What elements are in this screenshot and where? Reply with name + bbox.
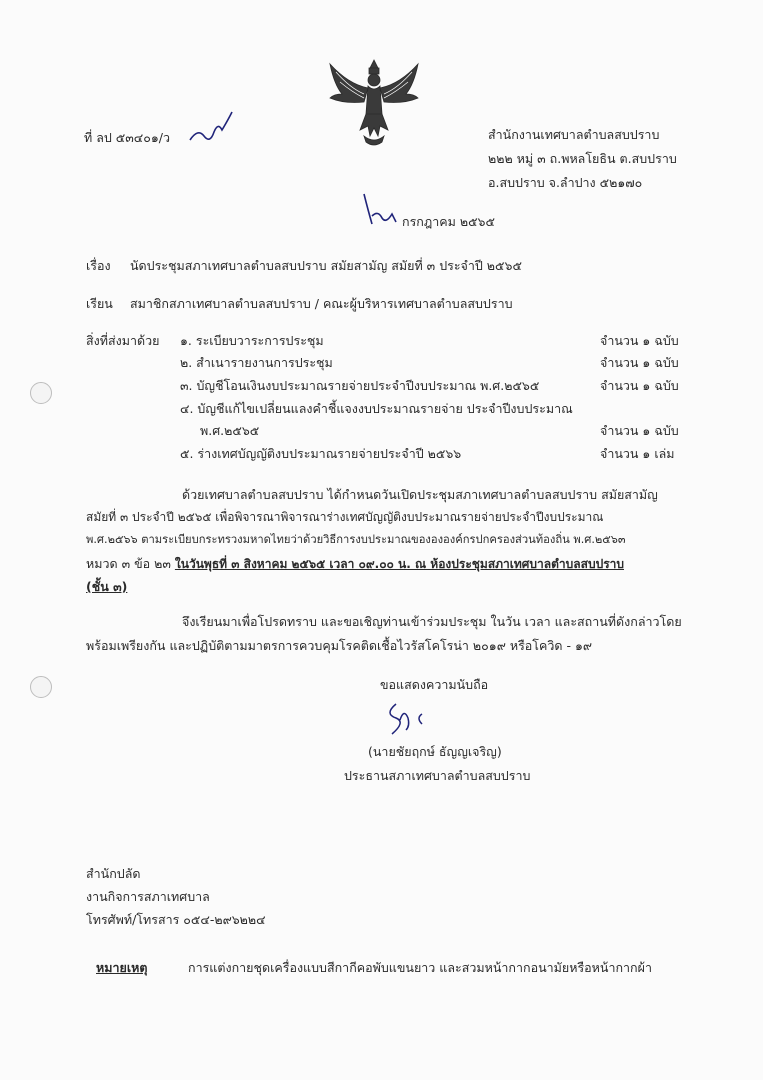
signature-icon	[380, 700, 440, 740]
enclosure-item: ๔. บัญชีแก้ไขเปลี่ยนแลงคำชี้แจงงบประมาณรายจ่าย ประจำปีงบประมาณ	[180, 401, 573, 416]
footer-division: งานกิจการสภาเทศบาล	[86, 889, 210, 904]
enclosure-qty: จำนวน ๑ ฉบับ	[600, 378, 679, 393]
body-paragraph-line: พร้อมเพรียงกัน และปฏิบัติตามมาตรการควบคุมโรคติดเชื้อไวรัสโคโรน่า ๒๐๑๙ หรือโควิด - ๑๙	[86, 638, 593, 653]
recipient-label: เรียน	[86, 296, 113, 311]
subject-text: นัดประชุมสภาเทศบาลตำบลสบปราบ สมัยสามัญ สมัยที่ ๓ ประจำปี ๒๕๖๕	[130, 258, 522, 273]
enclosure-item: ๓. บัญชีโอนเงินงบประมาณรายจ่ายประจำปีงบประมาณ พ.ศ.๒๕๖๕	[180, 378, 540, 393]
enclosure-item: ๕. ร่างเทศบัญญัติงบประมาณรายจ่ายประจำปี ๒๕๖๖	[180, 446, 462, 461]
enclosure-item: ๑. ระเบียบวาระการประชุม	[180, 333, 324, 348]
handwritten-number-icon	[188, 110, 234, 150]
enclosure-qty: จำนวน ๑ ฉบับ	[600, 355, 679, 370]
body-paragraph-line: จึงเรียนมาเพื่อโปรดทราบ และขอเชิญท่านเข้าร่วมประชุม ในวัน เวลา และสถานที่ดังกล่าวโดย	[182, 614, 682, 629]
footer-phone: โทรศัพท์/โทรสาร ๐๕๔-๒๙๖๒๒๔	[86, 912, 266, 927]
enclosure-qty: จำนวน ๑ ฉบับ	[600, 423, 679, 438]
enclosure-item: ๒. สำเนารายงานการประชุม	[180, 355, 333, 370]
meeting-floor: (ชั้น ๓)	[86, 579, 128, 594]
note-label: หมายเหตุ	[96, 960, 148, 975]
note-text: การแต่งกายชุดเครื่องแบบสีกากีคอพับแขนยาว และสวมหน้ากากอนามัยหรือหน้ากากผ้า	[188, 960, 652, 975]
body-paragraph-line: ด้วยเทศบาลตำบลสบปราบ ได้กำหนดวันเปิดประชุมสภาเทศบาลตำบลสบปราบ สมัยสามัญ	[182, 487, 658, 502]
enclosure-item-continued: พ.ศ.๒๕๖๕	[200, 423, 260, 438]
reference-number: ที่ ลป ๕๓๔๐๑/ว	[84, 130, 171, 145]
recipient-text: สมาชิกสภาเทศบาลตำบลสบปราบ / คณะผู้บริหารเทศบาลตำบลสบปราบ	[130, 296, 513, 311]
punch-hole	[30, 382, 52, 404]
document-date: กรกฎาคม ๒๕๖๕	[402, 214, 495, 229]
signer-title: ประธานสภาเทศบาลตำบลสบปราบ	[344, 768, 531, 783]
meeting-datetime-venue: ในวันพุธที่ ๓ สิงหาคม ๒๕๖๕ เวลา ๐๙.๐๐ น. ณ ห้องประชุมสภาเทศบาลตำบลสบปราบ	[174, 557, 624, 571]
footer-office: สำนักปลัด	[86, 866, 141, 881]
agency-name: สำนักงานเทศบาลตำบลสบปราบ	[488, 127, 660, 142]
regulation-section: หมวด ๓ ข้อ ๒๓	[86, 556, 171, 571]
handwritten-day-icon	[360, 192, 400, 228]
punch-hole	[30, 676, 52, 698]
body-paragraph-line: พ.ศ.๒๕๖๖ ตามระเบียบกระทรวงมหาดไทยว่าด้วยวิธีการงบประมาณของององค์กรปกครองส่วนท้องถิ่น พ.ศ.๒๕๖๓	[86, 533, 626, 546]
subject-label: เรื่อง	[86, 258, 111, 273]
agency-address-line1: ๒๒๒ หมู่ ๓ ถ.พหลโยธิน ต.สบปราบ	[488, 151, 677, 166]
body-paragraph-line	[86, 556, 624, 571]
signer-name: (นายชัยฤกษ์ ธัญญเจริญ)	[368, 744, 502, 759]
body-paragraph-line: สมัยที่ ๓ ประจำปี ๒๕๖๕ เพื่อพิจารณาพิจารณาร่างเทศบัญญัติงบประมาณรายจ่ายประจำปีงบประมาณ	[86, 510, 604, 524]
agency-address-line2: อ.สบปราบ จ.ลำปาง ๕๒๑๗๐	[488, 175, 643, 190]
enclosure-qty: จำนวน ๑ เล่ม	[600, 446, 675, 461]
garuda-emblem-icon	[324, 54, 424, 154]
enclosure-qty: จำนวน ๑ ฉบับ	[600, 333, 679, 348]
closing-regards: ขอแสดงความนับถือ	[380, 677, 489, 692]
enclosures-label: สิ่งที่ส่งมาด้วย	[86, 333, 160, 348]
